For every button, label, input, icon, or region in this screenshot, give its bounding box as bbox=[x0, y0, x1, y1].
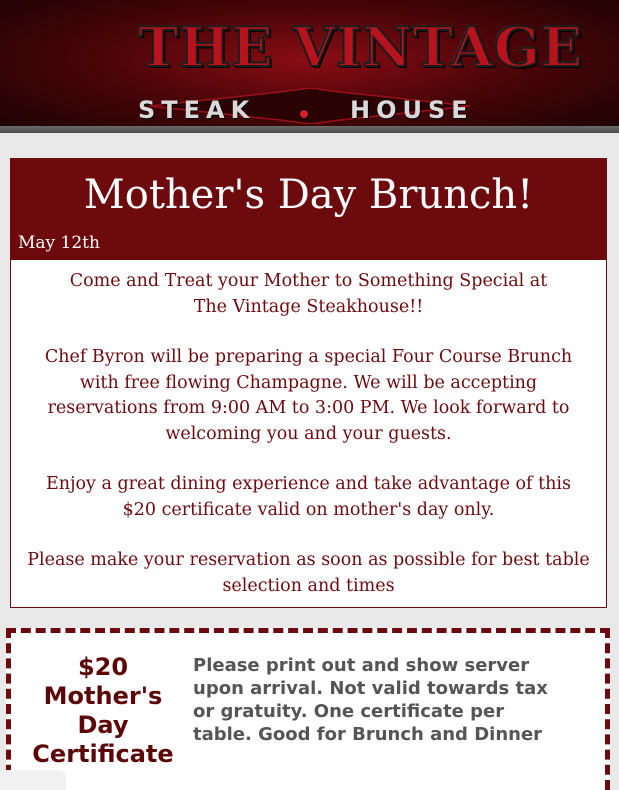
certificate-title bbox=[11, 653, 195, 769]
logo-word-house: HOUSE bbox=[350, 96, 474, 124]
description-line: with free flowing Champagne. We will be accepting bbox=[79, 372, 538, 393]
description-paragraph bbox=[11, 548, 606, 599]
certificate-title-line: $20 bbox=[77, 653, 129, 681]
event-title: Mother's Day Brunch! bbox=[83, 172, 534, 218]
certificate-terms-line: Please print out and show server bbox=[193, 655, 530, 676]
description-paragraph bbox=[11, 269, 606, 320]
description-line: welcoming you and your guests. bbox=[165, 423, 452, 444]
description-line: Please make your reservation as soon as possible for best table bbox=[27, 550, 590, 570]
description-line: Enjoy a great dining experience and take advantage of this bbox=[46, 474, 571, 494]
certificate-terms-line: upon arrival. Not valid towards tax bbox=[193, 678, 548, 699]
description-paragraph bbox=[11, 345, 606, 447]
logo-title: THE VINTAGE bbox=[138, 15, 584, 79]
description-line: The Vintage Steakhouse!! bbox=[193, 296, 424, 317]
description-line: selection and times bbox=[222, 575, 395, 596]
logo-word-steak: STEAK bbox=[138, 96, 256, 124]
certificate-coupon bbox=[6, 628, 610, 790]
certificate-title-line: Mother's bbox=[43, 682, 163, 710]
description-line: reservations from 9:00 AM to 3:00 PM. We look forward to bbox=[47, 398, 570, 418]
description-line: Come and Treat your Mother to Something Special at bbox=[69, 271, 548, 291]
certificate-terms-line: table. Good for Brunch and Dinner bbox=[193, 724, 543, 745]
event-description bbox=[11, 269, 606, 599]
certificate-terms bbox=[193, 654, 593, 746]
description-line: $20 certificate valid on mother's day only. bbox=[122, 499, 495, 520]
certificate-title-line: Day bbox=[77, 711, 129, 739]
certificate-terms-line: or gratuity. One certificate per bbox=[193, 701, 505, 722]
logo-dot-icon bbox=[299, 109, 309, 119]
description-paragraph bbox=[11, 472, 606, 523]
event-date: May 12th bbox=[18, 233, 100, 253]
window-corner bbox=[0, 770, 66, 790]
site-header bbox=[0, 0, 619, 133]
event-card bbox=[10, 158, 607, 608]
event-card-header bbox=[11, 159, 606, 260]
description-line: Chef Byron will be preparing a special Four Course Brunch bbox=[44, 347, 573, 367]
header-divider bbox=[0, 126, 619, 133]
certificate-title-line: Certificate bbox=[32, 740, 174, 768]
